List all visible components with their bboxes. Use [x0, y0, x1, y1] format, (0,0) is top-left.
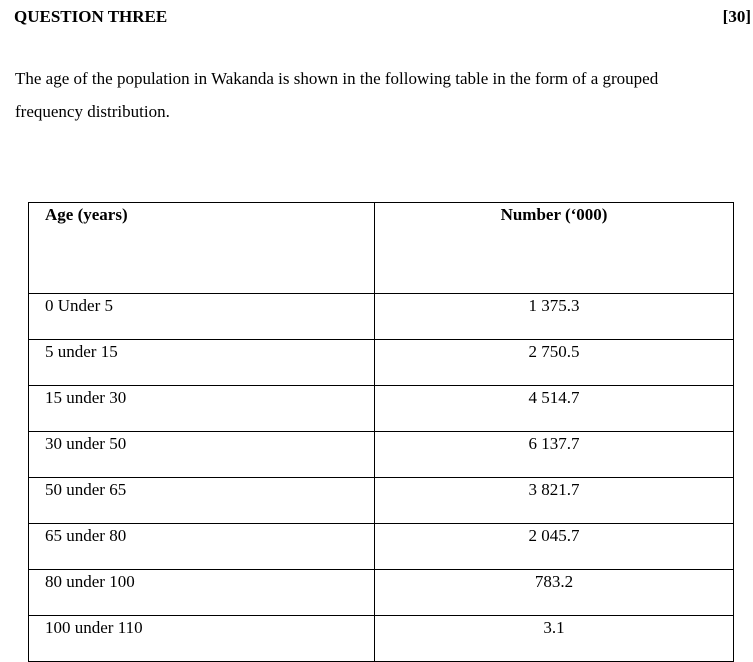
question-title: QUESTION THREE: [14, 7, 168, 26]
age-cell: 0 Under 5: [29, 294, 375, 340]
header-age: Age (years): [29, 203, 375, 294]
table-row: [29, 524, 734, 570]
intro-paragraph: [15, 62, 745, 128]
intro-line-2: frequency distribution.: [15, 102, 170, 121]
age-cell: 15 under 30: [29, 386, 375, 432]
question-heading: [14, 6, 751, 28]
intro-line-1: The age of the population in Wakanda is shown in the following table in the form of a grouped: [15, 69, 659, 88]
table-header-row: [29, 203, 734, 294]
table-row: [29, 432, 734, 478]
number-cell: 6 137.7: [375, 432, 734, 478]
header-number: Number (‘000): [375, 203, 734, 294]
number-cell: 3 821.7: [375, 478, 734, 524]
age-cell: 30 under 50: [29, 432, 375, 478]
table-row: [29, 478, 734, 524]
table-row: [29, 294, 734, 340]
age-cell: 65 under 80: [29, 524, 375, 570]
number-cell: 3.1: [375, 616, 734, 662]
number-cell: 4 514.7: [375, 386, 734, 432]
age-cell: 5 under 15: [29, 340, 375, 386]
number-cell: 783.2: [375, 570, 734, 616]
age-frequency-table: [28, 202, 734, 662]
number-cell: 2 045.7: [375, 524, 734, 570]
table-row: [29, 340, 734, 386]
question-marks: [30]: [722, 7, 751, 26]
number-cell: 2 750.5: [375, 340, 734, 386]
age-cell: 80 under 100: [29, 570, 375, 616]
age-cell: 50 under 65: [29, 478, 375, 524]
table-row: [29, 616, 734, 662]
table-row: [29, 570, 734, 616]
number-cell: 1 375.3: [375, 294, 734, 340]
age-cell: 100 under 110: [29, 616, 375, 662]
table-row: [29, 386, 734, 432]
